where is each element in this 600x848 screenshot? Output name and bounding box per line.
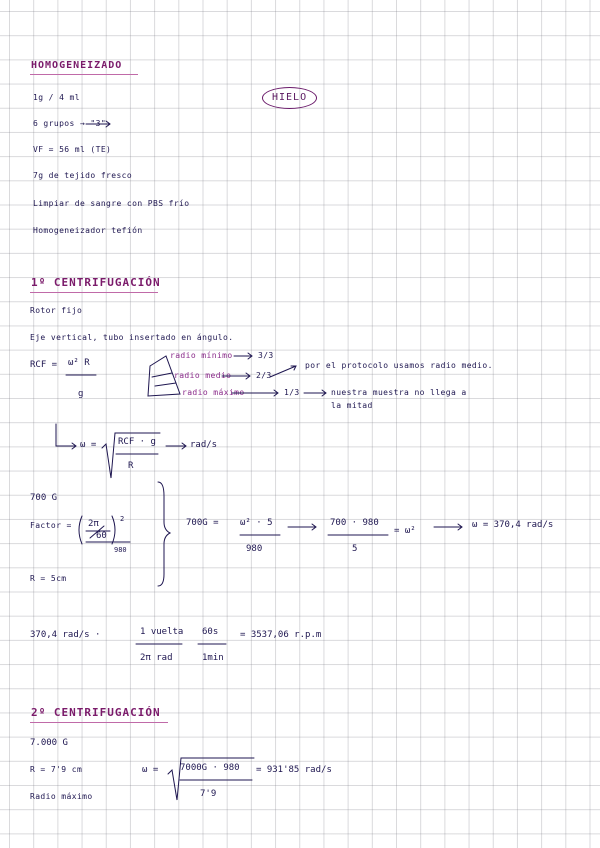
omega2-result: = 931'85 rad/s (256, 765, 332, 775)
g-force-7000: 7.000 G (30, 738, 68, 748)
equation2-denominator: 5 (352, 544, 358, 554)
rotor-note: Rotor fijo (30, 306, 83, 315)
brace (158, 482, 170, 586)
omega2-denominator: 7'9 (200, 789, 217, 799)
g-force-700: 700 G (30, 493, 58, 503)
radio-maximo-label: radio máximo (182, 388, 245, 397)
section-title-centrifugacion-2: 2º CENTRIFUGACIÓN (31, 706, 161, 719)
omega-denominator: R (128, 461, 134, 471)
equation-denominator: 980 (246, 544, 263, 554)
factor-divisor: 980 (114, 546, 127, 554)
omega2-numerator: 7000G · 980 (180, 763, 240, 773)
equation-numerator: ω² · 5 (240, 518, 273, 528)
equation2-numerator: 700 · 980 (330, 518, 379, 528)
muestra-note-1: nuestra muestra no llega a (331, 388, 467, 397)
factor-numerator: 2π (88, 519, 99, 529)
section-title-centrifugacion-1: 1º CENTRIFUGACIÓN (31, 276, 161, 289)
factor-denominator: 60 (96, 531, 107, 541)
radio-maximo-note: Radio máximo (30, 792, 93, 801)
sqrt-sign (102, 433, 160, 478)
conversion-result: = 3537,06 r.p.m (240, 630, 322, 640)
rcf-numerator: ω² R (68, 358, 90, 368)
arrow-icon (86, 121, 110, 127)
radio-medio-label: radio medio (174, 371, 232, 380)
protocolo-note: por el protocolo usamos radio medio. (305, 361, 493, 370)
factor-label: Factor = (30, 521, 72, 530)
hielo-note: HIELO (262, 87, 317, 109)
note-line-4: 7g de tejido fresco (33, 171, 133, 180)
radius-value-2: R = 7'9 cm (30, 765, 83, 774)
omega-unit: rad/s (190, 440, 218, 450)
note-line-5: Limpiar de sangre con PBS frío (33, 199, 190, 208)
equation-lhs: 700G = (186, 518, 219, 528)
omega-result: ω = 370,4 rad/s (472, 520, 554, 530)
conversion-f1-denominator: 2π rad (140, 653, 173, 663)
radio-medio-fraction: 2/3 (256, 371, 272, 380)
note-line-1: 1g / 4 ml (33, 93, 80, 102)
eje-note: Eje vertical, tubo insertado en ángulo. (30, 333, 234, 342)
section-title-homogeneizado: HOMOGENEIZADO (31, 60, 123, 71)
sqrt-sign (168, 758, 254, 800)
rcf-denominator: g (78, 389, 84, 399)
omega2-label: ω = (142, 765, 159, 775)
radio-minimo-label: radio mínimo (170, 351, 233, 360)
omega-numerator: RCF · g (118, 437, 156, 447)
l-arrow (56, 424, 76, 449)
conversion-lhs: 370,4 rad/s · (30, 630, 101, 640)
factor-exponent: 2 (120, 515, 125, 523)
conversion-f2-denominator: 1min (202, 653, 224, 663)
note-line-2: 6 grupos → "3" (33, 119, 107, 128)
equation2-rhs: = ω² (394, 526, 416, 536)
radio-maximo-fraction: 1/3 (284, 388, 300, 397)
conversion-f2-numerator: 60s (202, 627, 219, 637)
omega-label: ω = (80, 440, 97, 450)
rcf-label: RCF = (30, 360, 58, 370)
tube-sketch (148, 356, 180, 396)
conversion-f1-numerator: 1 vuelta (140, 627, 184, 637)
muestra-note-2: la mitad (331, 401, 373, 410)
radio-minimo-fraction: 3/3 (258, 351, 274, 360)
radius-value: R = 5cm (30, 574, 67, 583)
note-line-3: VF = 56 ml (TE) (33, 145, 112, 154)
note-line-6: Homogeneizador tefión (33, 226, 143, 235)
